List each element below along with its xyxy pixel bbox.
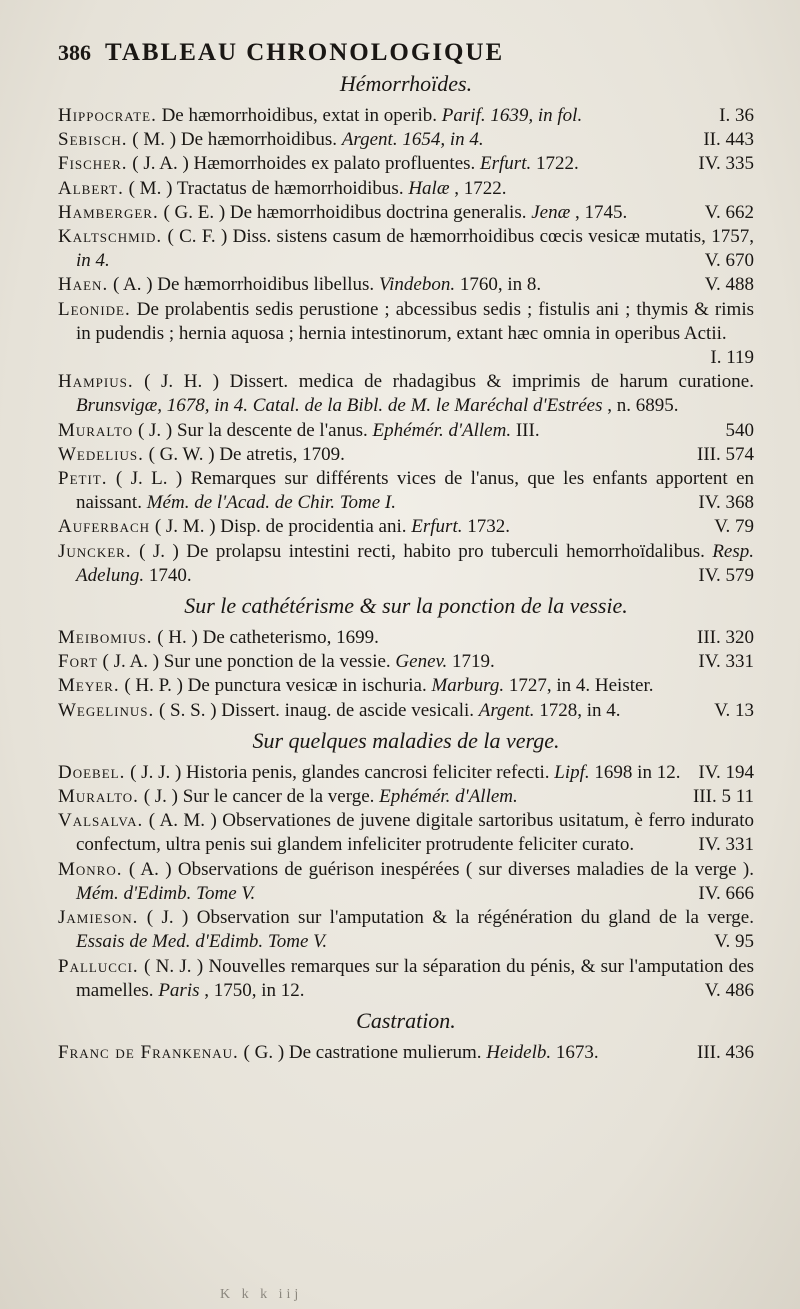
entry-date: , 1722. <box>454 177 507 199</box>
entry-text: ( N. J. ) Nouvelles remarques sur la séparation du pénis, & sur l'amputation des mamelles. <box>76 955 754 1001</box>
entry-date: 1722. <box>535 153 579 175</box>
entry-source: Marburg. <box>431 675 505 697</box>
bibliography-entry <box>58 370 754 418</box>
volume-reference: IV. 194 <box>698 761 754 783</box>
author-name: Wedelius. <box>58 443 144 465</box>
entry-date: 1719. <box>452 651 495 673</box>
volume-reference: III. 436 <box>697 1041 754 1063</box>
volume-reference: IV. 579 <box>698 564 754 586</box>
entry-source: Erfurt. <box>480 153 532 175</box>
bibliography-entry <box>58 650 754 674</box>
volume-reference: IV. 335 <box>698 153 754 175</box>
volume-reference: 540 <box>725 419 754 441</box>
author-name: Hippocrate. <box>58 105 157 126</box>
entry-source: Resp. Adelung. <box>76 540 755 586</box>
entry-date: , 1750, in 12. <box>204 979 305 1001</box>
author-name: Muralto. <box>58 786 139 808</box>
signature-mark: K k k iij <box>220 1287 303 1302</box>
entry-date: 1673. <box>555 1041 599 1063</box>
entry-date: , n. 6895. <box>607 395 679 417</box>
entry-source: Lipf. <box>554 761 590 783</box>
bibliography-entry <box>58 1041 754 1065</box>
page-title: TABLEAU CHRONOLOGIQUE <box>105 39 505 66</box>
entry-source: Brunsvigæ, 1678, in 4. Catal. de la Bibl. de M. le Maréchal d'Estrées <box>76 395 603 417</box>
volume-reference: III. 320 <box>697 627 754 649</box>
bibliography-entry <box>58 540 754 588</box>
entry-text: ( G. ) De castratione mulierum. <box>243 1041 482 1063</box>
entry-source: Paris <box>158 979 200 1001</box>
volume-reference: V. 662 <box>704 201 754 223</box>
entry-text: ( J. H. ) Dissert. medica de rhadagibus & imprimis de harum curatione. <box>144 371 754 393</box>
entry-text: ( A. ) De hæmorrhoidibus libellus. <box>112 274 375 296</box>
section-title: Hémorrhoïdes. <box>339 71 473 96</box>
entry-text: ( J. ) Sur la descente de l'anus. <box>137 419 368 441</box>
volume-reference: III. 5 11 <box>692 786 754 808</box>
author-name: Hampius. <box>58 371 134 393</box>
bibliography-entry <box>58 761 754 785</box>
section-title: Sur le cathétérisme & sur la ponction de la vessie. <box>184 593 628 619</box>
entry-text: De prolabentis sedis perustione ; abcessibus sedis ; fistulis ani ; thymis & rimis in pudendis ; hernia aquosa ; hernia intestinorum, extant hæc omnia in operibus Actii. <box>76 298 754 344</box>
entry-source: Genev. <box>395 651 448 673</box>
entry-text: ( J. ) De prolapsu intestini recti, habito pro tuberculi hemorrhoïdalibus. <box>139 540 705 562</box>
bibliography-entry <box>58 858 754 906</box>
entry-source: Erfurt. <box>411 516 463 538</box>
entry-text: ( C. F. ) Diss. sistens casum de hæmorrhoidibus cœcis vesicæ mutatis, 1757, <box>167 226 755 248</box>
author-name: Monro. <box>58 858 123 880</box>
bibliography-entry <box>58 152 754 176</box>
entry-source: Halæ <box>408 177 450 199</box>
bibliography-entry <box>58 674 754 698</box>
bibliography-entry <box>58 955 754 1003</box>
volume-reference: V. 488 <box>704 274 754 296</box>
bibliography-entry <box>58 273 754 297</box>
entry-source: Parif. 1639, in fol. <box>441 105 583 126</box>
bibliography-entry <box>58 419 754 443</box>
entry-text: ( A. M. ) Observationes de juvene digitale sartoribus usitatum, è ferro indurato confectum, ultra penis sui glandem infeliciter protrudente feliciter curato. <box>76 810 755 856</box>
bibliography-entry <box>58 201 754 225</box>
entry-text: ( G. E. ) De hæmorrhoidibus doctrina generalis. <box>163 201 527 223</box>
entry-text: ( A. ) Observations de guérison inespérées ( sur diverses maladies de la verge ). <box>128 858 755 880</box>
entry-text: ( S. S. ) Dissert. inaug. de ascide vesicali. <box>158 699 474 721</box>
author-name: Auferbach <box>58 516 151 538</box>
author-name: Jamieson. <box>58 907 139 929</box>
volume-reference: V. 486 <box>704 979 754 1001</box>
volume-reference: II. 443 <box>703 129 754 151</box>
volume-reference: IV. 331 <box>698 834 754 856</box>
entry-source: Heidelb. <box>486 1041 552 1063</box>
bibliography-entry <box>58 515 754 539</box>
page-number: 386 <box>58 40 91 65</box>
author-name: Meyer. <box>58 675 120 697</box>
author-name: Kaltschmid. <box>58 226 163 248</box>
bibliography-entry <box>58 626 754 650</box>
volume-reference: IV. 368 <box>698 492 754 514</box>
bibliography-entry <box>58 128 754 152</box>
volume-reference: III. 574 <box>697 443 754 465</box>
author-name: Muralto <box>58 419 134 441</box>
author-name: Doebel. <box>58 761 126 783</box>
entry-source: Argent. 1654, in 4. <box>341 129 484 151</box>
entry-text: ( H. ) De catheterismo, 1699. <box>157 627 379 649</box>
entry-text: ( M. ) Tractatus de hæmorrhoidibus. <box>128 177 404 199</box>
bibliography-entry <box>58 906 754 954</box>
bibliography-entry <box>58 104 754 128</box>
entry-text: ( J. A. ) Hæmorrhoides ex palato profluentes. <box>132 153 476 175</box>
entry-date: 1727, in 4. Heister. <box>508 675 654 697</box>
entry-date: 1760, in 8. <box>459 274 542 296</box>
author-name: Petit. <box>58 468 108 490</box>
entry-text: ( H. P. ) De punctura vesicæ in ischuria. <box>124 675 427 697</box>
volume-reference: IV. 331 <box>698 651 754 673</box>
bibliography-entry <box>58 443 754 467</box>
author-name: Pallucci. <box>58 955 139 977</box>
entry-source: Vindebon. <box>378 274 456 296</box>
bibliography-entry <box>58 699 754 723</box>
author-name: Sebisch. <box>58 129 128 151</box>
author-name: Juncker. <box>58 540 132 562</box>
entry-source: Mém. de l'Acad. de Chir. Tome I. <box>146 492 396 514</box>
bibliography-entry <box>58 177 754 201</box>
section-title: Sur quelques maladies de la verge. <box>252 727 560 753</box>
entry-source: Mém. d'Edimb. Tome V. <box>76 882 256 904</box>
author-name: Meibomius. <box>58 627 153 649</box>
author-name: Fischer. <box>58 153 128 175</box>
volume-reference: V. 670 <box>704 250 754 272</box>
author-name: Franc de Frankenau. <box>58 1041 239 1063</box>
entry-date: 1698 in 12. <box>594 761 681 783</box>
entry-text: ( J. A. ) Sur une ponction de la vessie. <box>102 651 391 673</box>
entry-text: ( J. L. ) Remarques sur différents vices de l'anus, que les enfants apportent en naissant. <box>76 468 755 514</box>
page-header <box>58 38 754 68</box>
entry-text: De hæmorrhoidibus, extat in operib. <box>161 105 438 126</box>
entry-source: Jenæ <box>531 201 571 223</box>
bibliography-entry <box>58 467 754 515</box>
author-name: Albert. <box>58 177 124 199</box>
entry-source: Ephémér. d'Allem. <box>379 786 518 808</box>
volume-reference: V. 13 <box>714 699 754 721</box>
volume-reference: IV. 666 <box>698 882 754 904</box>
entry-source: in 4. <box>76 250 110 272</box>
entry-text: ( J. J. ) Historia penis, glandes cancrosi feliciter refecti. <box>130 761 550 783</box>
page-content <box>58 70 754 1065</box>
entry-text: ( G. W. ) De atretis, 1709. <box>148 443 345 465</box>
entry-source: Essais de Med. d'Edimb. Tome V. <box>76 931 328 953</box>
entry-date: 1732. <box>467 516 510 538</box>
author-name: Hamberger. <box>58 201 159 223</box>
bibliography-entry <box>58 298 754 371</box>
author-name: Fort <box>58 651 98 673</box>
bibliography-entry <box>58 785 754 809</box>
entry-date: 1728, in 4. <box>539 699 621 721</box>
author-name: Leonide. <box>58 298 131 320</box>
section-title: Castration. <box>356 1007 456 1033</box>
entry-date: , 1745. <box>575 201 628 223</box>
volume-reference: V. 79 <box>714 516 754 538</box>
entry-source: Ephémér. d'Allem. <box>372 419 512 441</box>
author-name: Wegelinus. <box>58 699 155 721</box>
entry-date: III. <box>515 419 540 441</box>
entry-text: ( J. ) Sur le cancer de la verge. <box>143 786 375 808</box>
volume-reference: I. 119 <box>710 347 754 369</box>
volume-reference: I. 36 <box>719 105 754 126</box>
volume-reference: V. 95 <box>714 931 754 953</box>
bibliography-entry <box>58 225 754 273</box>
bibliography-entry <box>58 809 754 857</box>
author-name: Haen. <box>58 274 109 296</box>
entry-source: Argent. <box>478 699 535 721</box>
entry-date: 1740. <box>148 564 192 586</box>
author-name: Valsalva. <box>58 810 144 832</box>
entry-text: ( J. M. ) Disp. de procidentia ani. <box>154 516 407 538</box>
entry-text: ( M. ) De hæmorrhoidibus. <box>132 129 338 151</box>
entry-text: ( J. ) Observation sur l'amputation & la régénération du gland de la verge. <box>146 907 754 929</box>
